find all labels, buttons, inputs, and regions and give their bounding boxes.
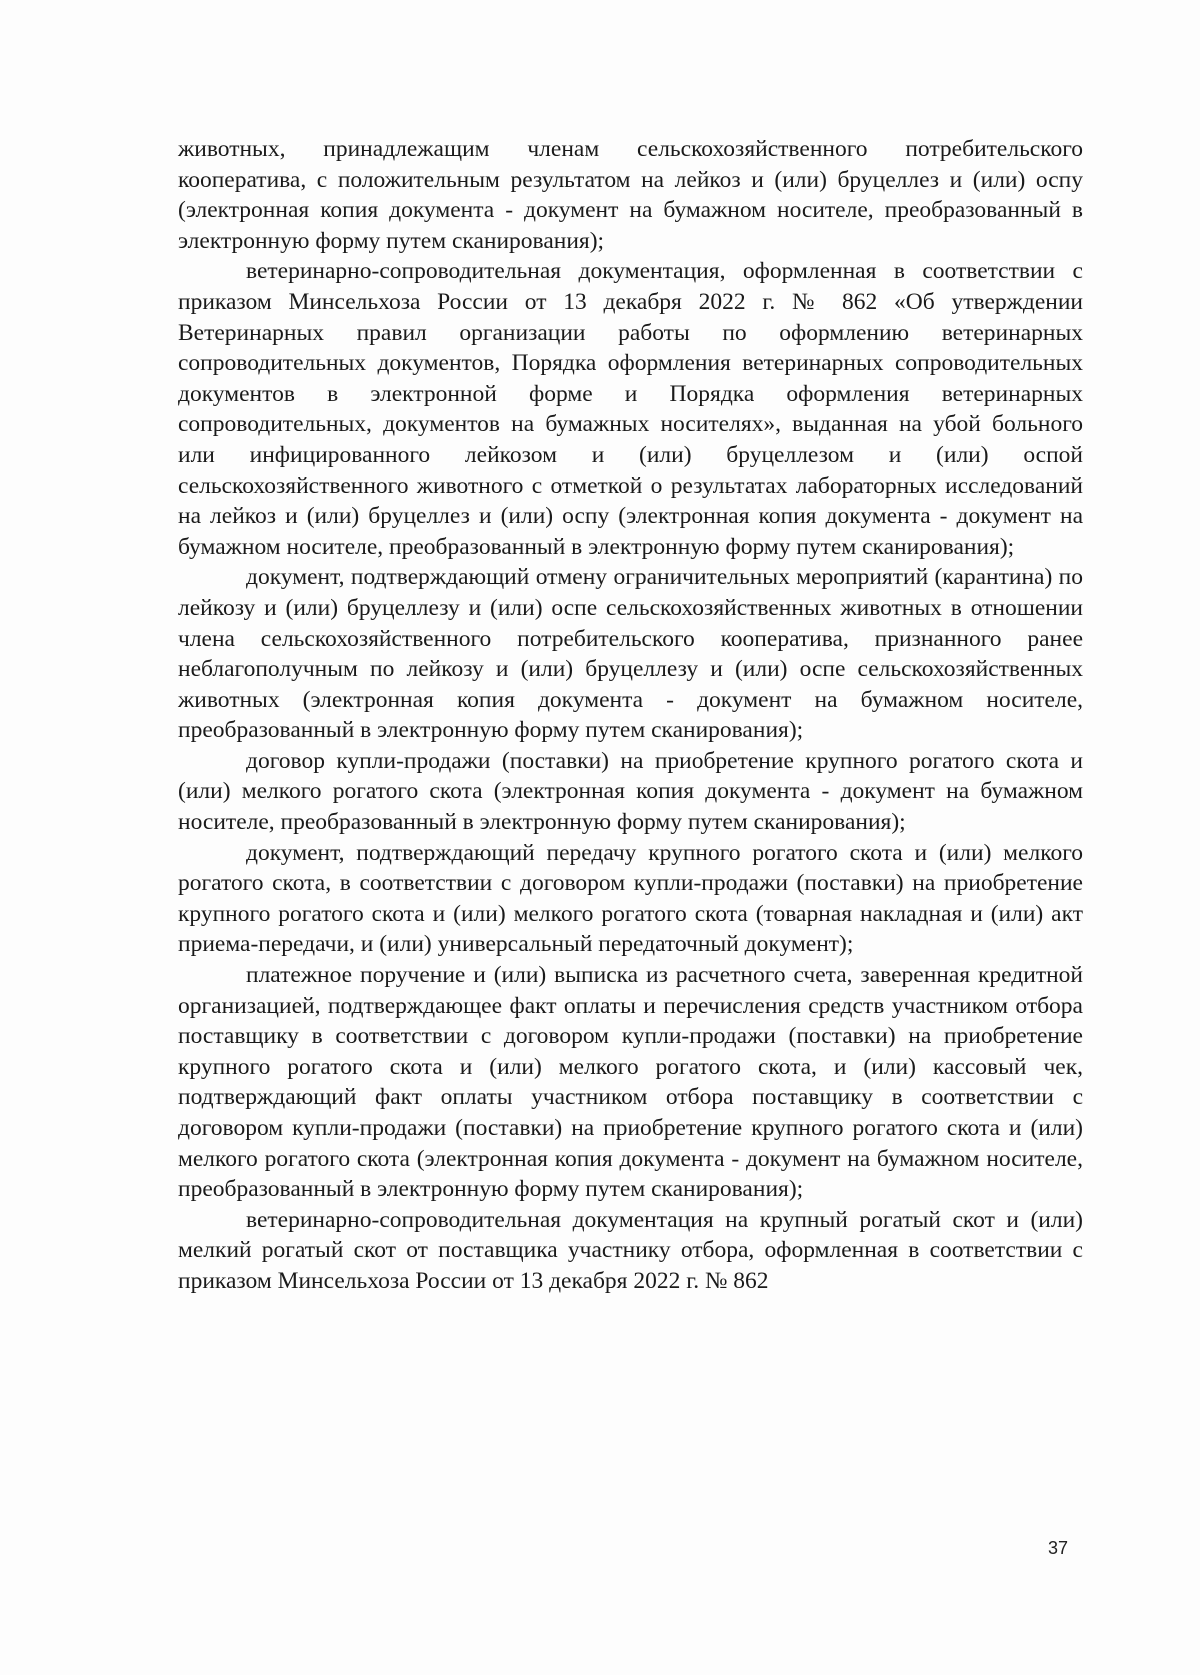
paragraph-payment-order: платежное поручение и (или) выписка из расчетного счета, заверенная кредитной организацией, подтверждающее факт оплаты и перечисления средств участником отбора поставщику в соответствии с договором купли-продажи (поставки) на приобретение крупного рогатого скота и (или) мелкого рогатого скота, и (или) кассовый чек, подтверждающий факт оплаты участником отбора поставщику в соответствии с договором купли-продажи (поставки) на приобретение крупного рогатого скота и (или) мелкого рогатого скота (электронная копия документа - документ на бумажном носителе, преобразованный в электронную форму путем сканирования); <box>178 962 1083 1203</box>
paragraph-quarantine-cancellation: документ, подтверждающий отмену ограничительных мероприятий (карантина) по лейкозу и (или) бруцеллезу и (или) оспе сельскохозяйственных животных в отношении члена сельскохозяйственного потребительского кооператива, признанного ранее неблагополучным по лейкозу и (или) бруцеллезу и (или) оспе сельскохозяйственных животных (электронная копия документа - документ на бумажном носителе, преобразованный в электронную форму путем сканирования); <box>178 564 1083 744</box>
paragraph-supplier-veterinary-documentation: ветеринарно-сопроводительная документация на крупный рогатый скот и (или) мелкий рогатый скот от поставщика участнику отбора, оформленная в соответствии с приказом Минсельхоза России от 13 декабря 2022 г. № 862 <box>178 1206 1083 1294</box>
paragraph-transfer-document: документ, подтверждающий передачу крупного рогатого скота и (или) мелкого рогатого скота, в соответствии с договором купли-продажи (поставки) на приобретение крупного рогатого скота и (или) мелкого рогатого скота (товарная накладная и (или) акт приема-передачи, и (или) универсальный передаточный документ); <box>178 839 1083 958</box>
paragraph-purchase-contract: договор купли-продажи (поставки) на приобретение крупного рогатого скота и (или) мелкого рогатого скота (электронная копия документа - документ на бумажном носителе, преобразованный в электронную форму путем сканирования); <box>178 747 1083 836</box>
paragraph-veterinary-documentation: ветеринарно-сопроводительная документация, оформленная в соответствии с приказом Минсельхоза России от 13 декабря 2022 г. № 862 «Об утверждении Ветеринарных правил организации работы по оформлению ветеринарных сопроводительных документов, Порядка оформления ветеринарных сопроводительных документов в электронной форме и Порядка оформления ветеринарных сопроводительных, документов на бумажных носителях», выданная на убой больного или инфицированного лейкозом и (или) бруцеллезом и (или) оспой сельскохозяйственного животного с отметкой о результатах лабораторных исследований на лейкоз и (или) бруцеллез и (или) оспу (электронная копия документа - документ на бумажном носителе, преобразованный в электронную форму путем сканирования); <box>178 258 1083 560</box>
paragraph-continuation: животных, принадлежащим членам сельскохозяйственного потребительского кооператива, с положительным результатом на лейкоз и (или) бруцеллез и (или) оспу (электронная копия документа - документ на бумажном носителе, преобразованный в электронную форму путем сканирования); <box>178 136 1083 254</box>
document-body <box>178 134 1083 1297</box>
page-number: 37 <box>1048 1538 1069 1558</box>
